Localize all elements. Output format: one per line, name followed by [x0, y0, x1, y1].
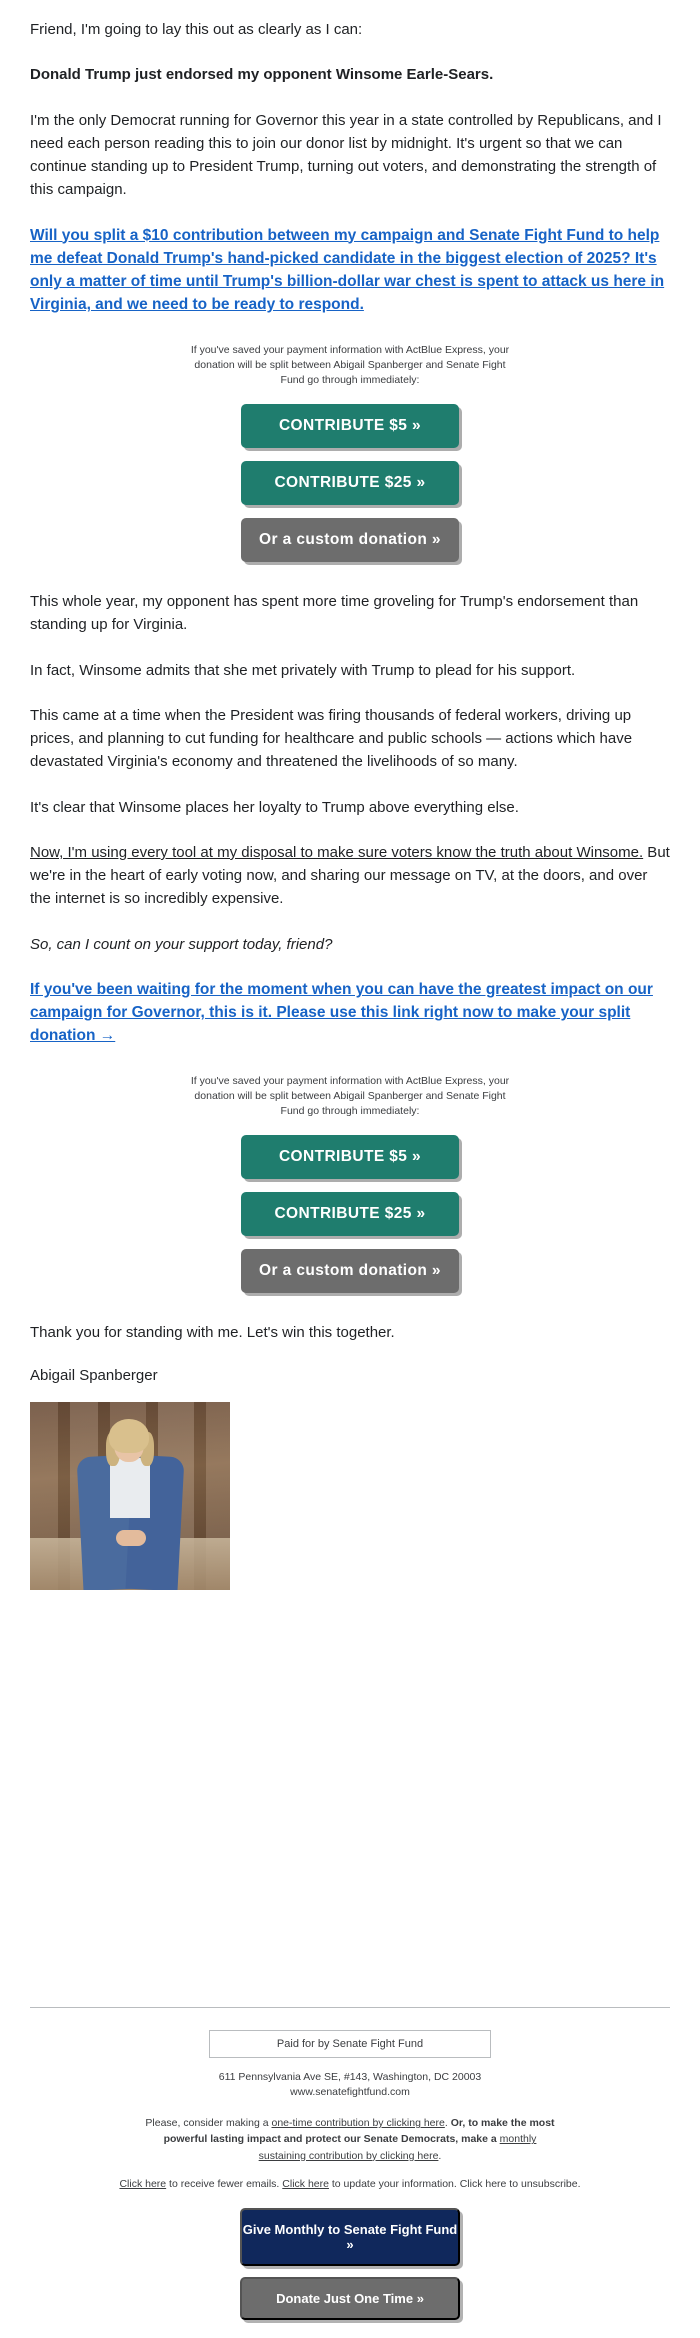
ask-link-primary[interactable]: Will you split a $10 contribution between my campaign and Senate Fight Fund to help me defeat Donald Trump's hand-picked candidate in the biggest election of 2025? It's only a matter of time until Trump's billion-dollar war chest is spent to attack us here in Virginia, and we need to be ready to respond. — [30, 226, 665, 314]
ask-link-secondary[interactable]: If you've been waiting for the moment when you can have the greatest impact on our campaign for Governor, this is it. Please use this link right now to make your split donation → — [30, 980, 653, 1045]
underlined-clause: Now, I'm using every tool at my disposal to make sure voters know the truth about Winsome. — [30, 843, 644, 861]
photo-hair-top — [109, 1419, 149, 1453]
contribute-5-button-1[interactable]: CONTRIBUTE $5 » — [241, 404, 459, 448]
paragraph-truth-campaign — [30, 841, 670, 911]
paragraph-context: I'm the only Democrat running for Governor this year in a state controlled by Republicans, and I need each person reading this to join our donor list by midnight. It's urgent so that we can continue standing up to President Trump, turning out voters, and demonstrating the strength of this campaign. — [30, 111, 662, 199]
paragraph-question: So, can I count on your support today, friend? — [30, 935, 333, 953]
consider-suffix: . — [438, 2149, 442, 2162]
paragraph-headline: Donald Trump just endorsed my opponent Winsome Earle-Sears. — [30, 66, 494, 84]
footer-buttons — [30, 2208, 670, 2320]
footer-consider-text — [140, 2115, 560, 2164]
consider-bold-text: Or, to make the most powerful lasting impact and protect our Senate Democrats, make a — [163, 2117, 555, 2146]
unsub-text-1: to receive fewer emails. — [166, 2178, 283, 2190]
paragraph-closing: Thank you for standing with me. Let's win this together. — [30, 1324, 395, 1342]
paragraph-intro: Friend, I'm going to lay this out as clearly as I can: — [30, 21, 363, 38]
unsub-text-2: to update your information. Click here to unsubscribe. — [328, 2178, 581, 2190]
signature-name: Abigail Spanberger — [30, 1366, 158, 1384]
contribute-25-button-2[interactable]: CONTRIBUTE $25 » — [241, 1192, 459, 1236]
photo-shirt — [110, 1458, 150, 1518]
custom-donation-button-1[interactable]: Or a custom donation » — [241, 518, 459, 562]
paragraph-private-meeting: In fact, Winsome admits that she met privately with Trump to plead for his support. — [30, 661, 576, 679]
paragraph-federal-workers: This came at a time when the President was firing thousands of federal workers, driving up prices, and planning to cut funding for healthcare and public schools — actions which have devastated Virginia's economy and threatened the livelihoods of so many. — [30, 706, 633, 771]
fewer-emails-link[interactable]: Click here — [119, 2178, 167, 2190]
give-monthly-button[interactable]: Give Monthly to Senate Fight Fund » — [240, 2208, 460, 2266]
contribute-25-button-1[interactable]: CONTRIBUTE $25 » — [241, 461, 459, 505]
footer-divider — [30, 2007, 670, 2008]
paragraph-groveling: This whole year, my opponent has spent more time groveling for Trump's endorsement than standing up for Virginia. — [30, 593, 639, 634]
footer-unsubscribe-text — [30, 2178, 670, 2190]
donation-buttons-2 — [30, 1135, 670, 1293]
donate-one-time-button[interactable]: Donate Just One Time » — [240, 2277, 460, 2320]
consider-prefix: Please, consider making a — [145, 2117, 272, 2130]
donation-disclaimer-2: If you've saved your payment information with ActBlue Express, your donation will be split between Abigail Spanberger and Senate Fight Fund go through immediately: — [190, 1074, 510, 1118]
paid-for-box: Paid for by Senate Fight Fund — [209, 2030, 491, 2058]
candidate-photo — [30, 1402, 230, 1590]
consider-middle: . — [444, 2117, 451, 2130]
footer-address — [30, 2070, 670, 2102]
update-info-link[interactable]: Click here — [282, 2178, 329, 2190]
clause-rest: But we're in the heart of early voting now, and sharing our message on TV, at the doors, and over the internet is so incredibly expensive. — [30, 843, 670, 908]
donation-disclaimer-1: If you've saved your payment information with ActBlue Express, your donation will be split between Abigail Spanberger and Senate Fight Fund go through immediately: — [190, 343, 510, 386]
custom-donation-button-2[interactable]: Or a custom donation » — [241, 1249, 459, 1293]
email-footer — [0, 2007, 700, 2338]
address-line: 611 Pennsylvania Ave SE, #143, Washington, DC 20003 — [218, 2070, 482, 2083]
photo-hands — [116, 1530, 146, 1546]
contribute-5-button-2[interactable]: CONTRIBUTE $5 » — [241, 1135, 459, 1179]
paragraph-loyalty: It's clear that Winsome places her loyalty to Trump above everything else. — [30, 798, 519, 816]
donation-buttons-1 — [30, 404, 670, 562]
website-line: www.senatefightfund.com — [290, 2086, 410, 2099]
monthly-sustaining-link[interactable]: monthly sustaining contribution by clicking here — [258, 2133, 537, 2162]
one-time-contribution-link[interactable]: one-time contribution by clicking here — [271, 2117, 445, 2130]
